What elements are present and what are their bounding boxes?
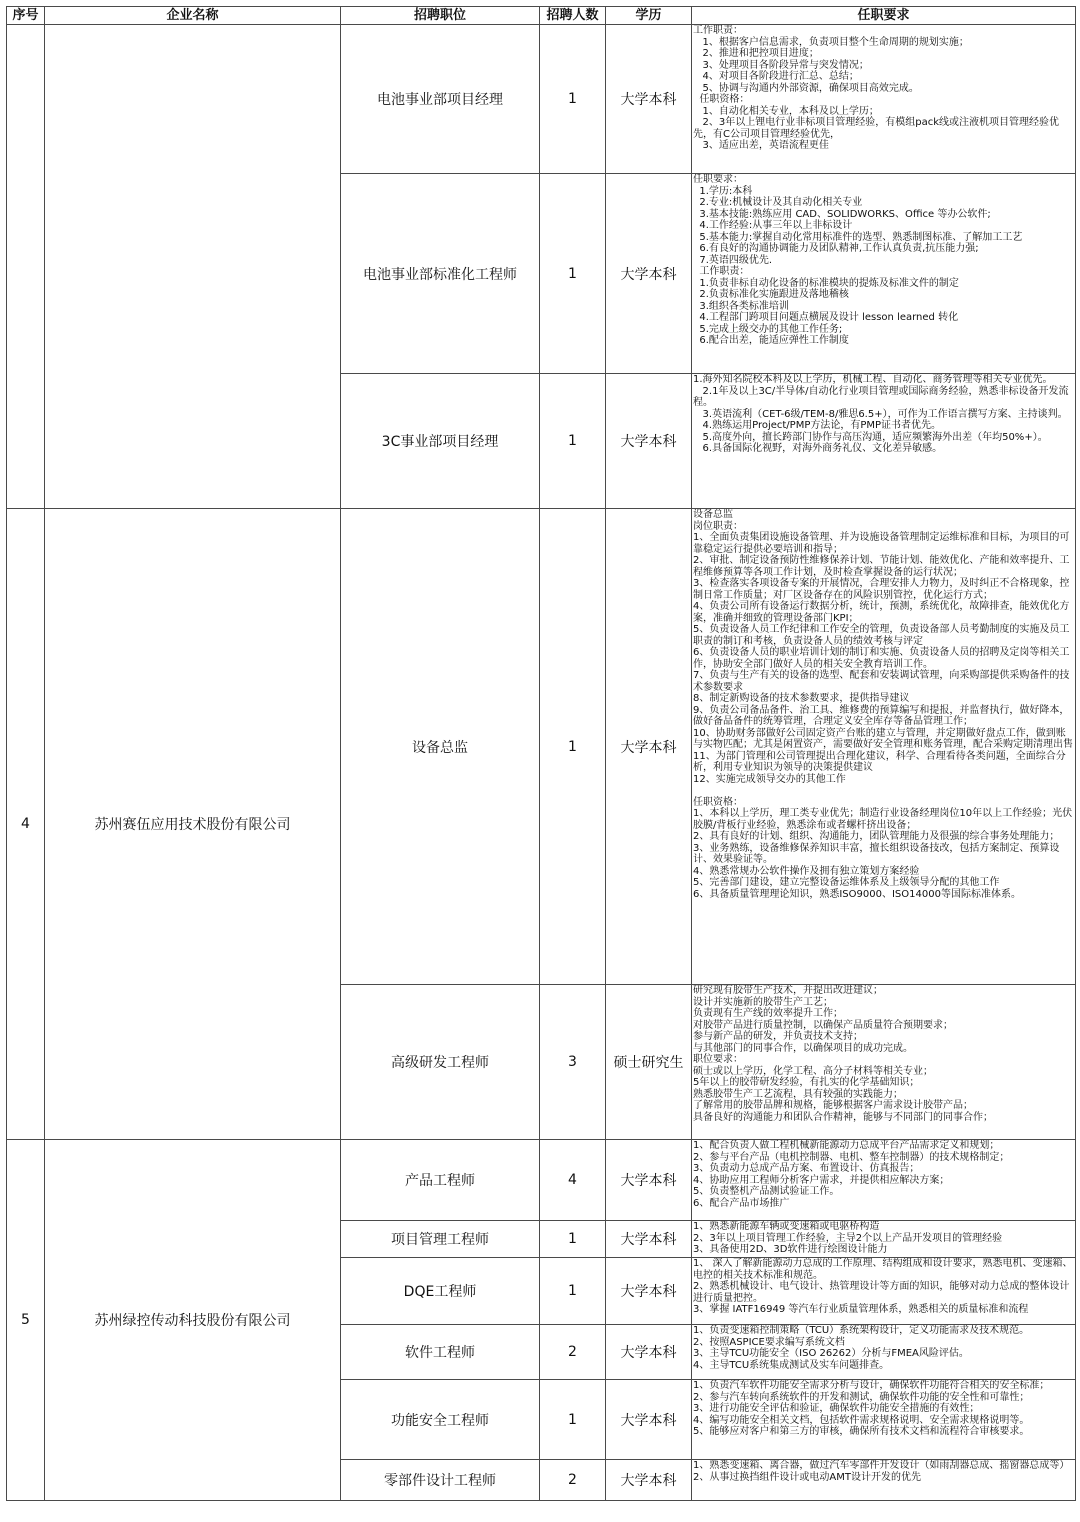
- cell-requirements: [692, 985, 1076, 1140]
- cell-requirements: [692, 374, 1076, 509]
- cell-count: 1: [540, 509, 606, 985]
- cell-requirements: [692, 1325, 1076, 1380]
- cell-requirements: [692, 509, 1076, 985]
- cell-company: 苏州赛伍应用技术股份有限公司: [45, 509, 341, 1140]
- cell-company: 苏州绿控传动科技股份有限公司: [45, 1140, 341, 1501]
- cell-count: 1: [540, 25, 606, 174]
- requirements-text: 1、 深入了解新能源动力总成的工作原理、结构组成和设计要求，熟悉电机、变速箱、电控的相关技术标准和规范。 2、熟悉机械设计、电气设计、热管理设计等方面的知识，能够对动力总成的整体设计进行质量把控。 3、掌握 IATF16949 等汽车行业质量管理体系，熟悉相关的质量标准和流程: [693, 1258, 1073, 1315]
- cell-position: 产品工程师: [341, 1140, 540, 1221]
- cell-requirements: [692, 1460, 1076, 1501]
- cell-education: 大学本科: [606, 374, 692, 509]
- requirements-text: 1、配合负责人做工程机械新能源动力总成平台产品需求定义和规划； 2、参与平台产品（电机控制器、电机、整车控制器）的技术规格制定； 3、负责动力总成产品方案、布置设计、仿真报告； 4、协助应用工程师分析客户需求，并提供相应解决方案； 5、负责整机产品测试验证工作。 6、配合产品市场推广: [693, 1140, 1010, 1209]
- cell-requirements: [692, 174, 1076, 374]
- table-header-row: [7, 7, 1076, 25]
- requirements-text: 工作职责： 1、根据客户信息需求，负责项目整个生命周期的规划实施； 2、推进和把控项目进度； 3、处理项目各阶段异常与突发情况； 4、对项目各阶段进行汇总、总结； 5、协调与沟通内外部资源，确保项目高效完成。 任职资格： 1、自动化相关专业，本科及以上学历； 2、3年以上锂电行业非标项目管理经验，有模组pack线或注液机项目管理经验优先，有C公司项目管理经验优先， 3、适应出差，英语流程更佳: [693, 25, 1060, 151]
- requirements-text: 任职要求： 1.学历:本科 2.专业:机械设计及其自动化相关专业 3.基本技能:熟练应用 CAD、SOLIDWORKS、Office 等办公软件; 4.工作经验:从事三年以上非标设计 5.基本能力:掌握自动化常用标准件的选型、熟悉制图标准、了解加工工艺 6.有良好的沟通协调能力及团队精神,工作认真负责,抗压能力强; 7.英语四级优先. 工作职责： 1.负责非标自动化设备的标准模块的提炼及标准文件的制定 2.负责标准化实施跟进及落地稽核 3.组织各类标准培训 4.工程部门跨项目问题点横展及设计 lesson learned 转化 5.完成上级交办的其他工作任务; 6.配合出差，能适应弹性工作制度: [693, 174, 1023, 346]
- requirements-text: 设备总监 岗位职责： 1、全面负责集团设施设备管理、并为设施设备管理制定运维标准和目标，为项目的可靠稳定运行提供必要培训和指导； 2、审批、制定设备预防性维修保养计划、节能计划、能效优化、产能和效率提升、工程维修预算等各项工作计划，及时检查掌握设备的运行状况； 3、检查落实各项设备专案的开展情况，合理安排人力物力，及时纠正不合格现象，控制日常工作质量；对厂区设备存在的风险识别管控，优化运行方式； 4、负责公司所有设备运行数据分析，统计，预测，系统优化，故障排查，能效优化方案，准确并细致的管理设备部门KPI； 5、负责设备人员工作纪律和工作安全的管理，负责设备部人员考勤制度的实施及员工职责的制订和考核，负责设备人员的绩效考核与评定 6、负责设备人员的职业培训计划的制订和实施、负责设备人员的招聘及定岗等相关工作，协助安全部门做好人员的相关安全教育培训工作。 7、负责与生产有关的设备的选型、配套和安装调试管理，向采购部提供采购备件的技术参数要求 8、制定新购设备的技术参数要求，提供指导建议 9、负责公司备品备件、治工具、维修费的预算编写和提报，并监督执行，做好降本，做好备品备件的统筹管理，合理定义安全库存等备品管理工作； 10、协助财务部做好公司固定资产台账的建立与管理，并定期做好盘点工作，做到账与实物匹配；尤其是闲置资产，需要做好安全管理和账务管理，配合采购定期清理出售 11、为部门管理和公司管理提出合理化建议，科学、合理看待各类问题，全面综合分析，利用专业知识为领导的决策提供建议 12、实施完成领导交办的其他工作 任职资格： 1、本科以上学历，理工类专业优先；制造行业设备经理岗位10年以上工作经验；光伏胶膜/背板行业经验，熟悉涂布或者螺杆挤出设备； 2、具有良好的计划、组织、沟通能力，团队管理能力及很强的综合事务处理能力； 3、业务熟练，设备维修保养知识丰富，擅长组织设备技改，包括方案制定、预算设计、效果验证等。 4、熟悉常规办公软件操作及拥有独立策划方案经验 5、完善部门建设，建立完整设备运维体系及上级领导分配的其他工作 6、具备质量管理理论知识，熟悉ISO9000、ISO14000等国际标准体系。: [693, 509, 1073, 900]
- cell-education: 大学本科: [606, 1380, 692, 1460]
- cell-count: 3: [540, 985, 606, 1140]
- header-position: 招聘职位: [341, 7, 540, 25]
- cell-no: 4: [7, 509, 45, 1140]
- header-education: 学历: [606, 7, 692, 25]
- cell-count: 1: [540, 1221, 606, 1258]
- cell-requirements: [692, 1221, 1076, 1258]
- cell-count: 1: [540, 1258, 606, 1325]
- cell-education: 大学本科: [606, 1258, 692, 1325]
- cell-no: [7, 25, 45, 509]
- recruitment-table: [6, 6, 1076, 1501]
- cell-count: 2: [540, 1460, 606, 1501]
- cell-education: 大学本科: [606, 1221, 692, 1258]
- cell-education: 大学本科: [606, 509, 692, 985]
- header-company: 企业名称: [45, 7, 341, 25]
- cell-count: 2: [540, 1325, 606, 1380]
- cell-position: 高级研发工程师: [341, 985, 540, 1140]
- table-row: [7, 1140, 1076, 1221]
- cell-education: 大学本科: [606, 1140, 692, 1221]
- cell-position: 设备总监: [341, 509, 540, 985]
- cell-requirements: [692, 1258, 1076, 1325]
- cell-education: 硕士研究生: [606, 985, 692, 1140]
- header-no: 序号: [7, 7, 45, 25]
- cell-education: 大学本科: [606, 1325, 692, 1380]
- cell-position: 电池事业部项目经理: [341, 25, 540, 174]
- header-requirements: 任职要求: [692, 7, 1076, 25]
- cell-position: 零部件设计工程师: [341, 1460, 540, 1501]
- cell-education: 大学本科: [606, 25, 692, 174]
- requirements-text: 研究现有胶带生产技术，并提出改进建议； 设计并实施新的胶带生产工艺； 负责现有生产线的效率提升工作； 对胶带产品进行质量控制，以确保产品质量符合预期要求； 参与新产品的研发，并负责技术支持； 与其他部门的同事合作，以确保项目的成功完成。 职位要求： 硕士或以上学历，化学工程、高分子材料等相关专业； 5年以上的胶带研发经验，有扎实的化学基础知识； 熟悉胶带生产工艺流程，具有较强的实践能力； 了解常用的胶带品牌和规格，能够根据客户需求设计胶带产品； 具备良好的沟通能力和团队合作精神，能够与不同部门的同事合作；: [693, 985, 993, 1123]
- table-row: [7, 509, 1076, 985]
- cell-education: 大学本科: [606, 1460, 692, 1501]
- cell-requirements: [692, 1380, 1076, 1460]
- cell-no: 5: [7, 1140, 45, 1501]
- cell-position: DQE工程师: [341, 1258, 540, 1325]
- table-row: [7, 25, 1076, 174]
- cell-count: 1: [540, 1380, 606, 1460]
- cell-requirements: [692, 1140, 1076, 1221]
- cell-company: [45, 25, 341, 509]
- requirements-text: 1、熟悉变速箱、离合器，做过汽车零部件开发设计（如雨刮器总成、摇窗器总成等） 2、从事过换挡组件设计或电动AMT设计开发的优先: [693, 1460, 1070, 1483]
- requirements-text: 1.海外知名院校本科及以上学历，机械工程、自动化、商务管理等相关专业优先。 2.1年及以上3C/半导体/自动化行业项目管理或国际商务经验，熟悉非标设备开发流程。 3.英语流利（CET-6级/TEM-8/雅思6.5+），可作为工作语言撰写方案、主持谈判。 4.熟练运用Project/PMP方法论，有PMP证书者优先。 5.高度外向，擅长跨部门协作与高压沟通，适应频繁海外出差（年均50%+）。 6.具备国际化视野，对海外商务礼仪、文化差异敏感。: [693, 374, 1069, 454]
- requirements-text: 1、负责汽车软件功能安全需求分析与设计，确保软件功能符合相关的安全标准； 2、参与汽车转向系统软件的开发和测试，确保软件功能的安全性和可靠性； 3、进行功能安全评估和验证，确保软件功能安全措施的有效性； 4、编写功能安全相关文档，包括软件需求规格说明、安全需求规格说明等。 5、能够应对客户和第三方的审核，确保所有技术文档和流程符合审核要求。: [693, 1380, 1050, 1437]
- requirements-text: 1、熟悉新能源车辆或变速箱或电驱桥构造 2、3年以上项目管理工作经验，主导2个以上产品开发项目的管理经验 3、具备使用2D、3D软件进行绘图设计能力: [693, 1221, 1003, 1255]
- cell-position: 软件工程师: [341, 1325, 540, 1380]
- header-count: 招聘人数: [540, 7, 606, 25]
- cell-count: 4: [540, 1140, 606, 1221]
- cell-count: 1: [540, 374, 606, 509]
- requirements-text: 1、负责变速箱控制策略（TCU）系统架构设计，定义功能需求及技术规范。 2、按照ASPICE要求编写系统文档 3、主导TCU功能安全（ISO 26262）分析与FMEA风险评估。 4、主导TCU系统集成测试及实车问题排查。: [693, 1325, 1030, 1371]
- cell-position: 功能安全工程师: [341, 1380, 540, 1460]
- cell-position: 项目管理工程师: [341, 1221, 540, 1258]
- cell-education: 大学本科: [606, 174, 692, 374]
- cell-count: 1: [540, 174, 606, 374]
- cell-position: 电池事业部标准化工程师: [341, 174, 540, 374]
- cell-requirements: [692, 25, 1076, 174]
- cell-position: 3C事业部项目经理: [341, 374, 540, 509]
- table-body: [7, 25, 1076, 1501]
